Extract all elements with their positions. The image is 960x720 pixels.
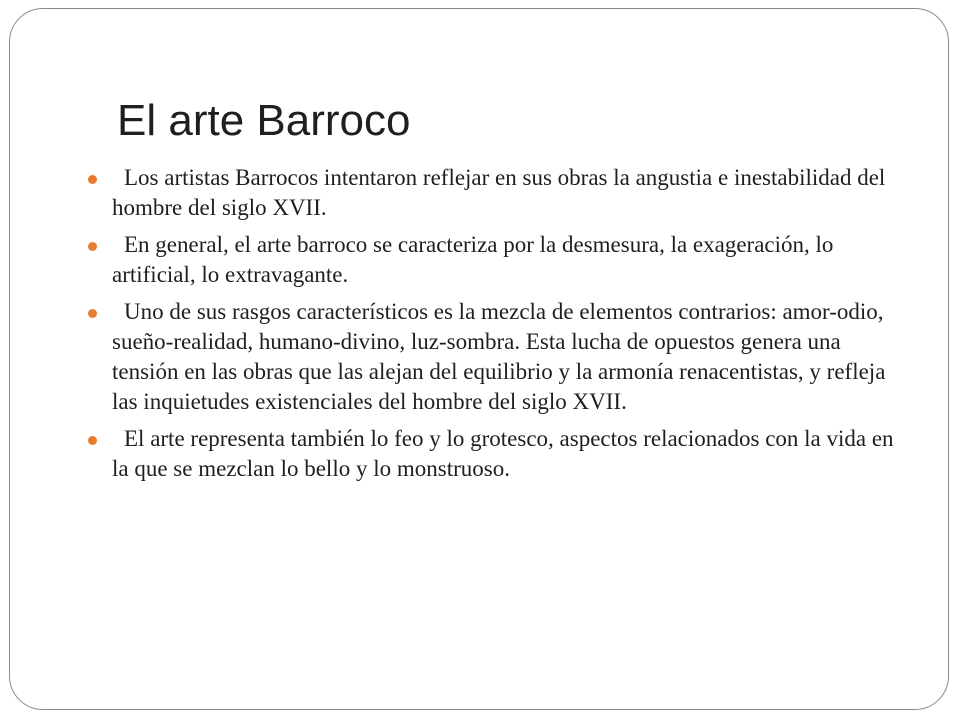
slide-title: El arte Barroco xyxy=(117,96,411,145)
bullet-text: El arte representa también lo feo y lo grotesco, aspectos relacionados con la vida en la que se mezclan lo bello y lo monstruoso. xyxy=(112,426,894,481)
bullet-item xyxy=(112,297,912,417)
bullet-dot-icon xyxy=(88,436,97,445)
bullet-text: En general, el arte barroco se caracteriza por la desmesura, la exageración, lo artificial, lo extravagante. xyxy=(112,232,834,287)
bullet-text: Uno de sus rasgos característicos es la mezcla de elementos contrarios: amor-odio, sueño-realidad, humano-divino, luz-sombra. Esta lucha de opuestos genera una tensión en las obras que las alejan del equilibrio y la armonía renacentistas, y refleja las inquietudes existenciales del hombre del siglo XVII. xyxy=(112,299,886,414)
bullet-list xyxy=(112,163,912,491)
bullet-dot-icon xyxy=(88,309,97,318)
bullet-dot-icon xyxy=(88,242,97,251)
slide xyxy=(9,8,949,710)
bullet-text: Los artistas Barrocos intentaron reflejar en sus obras la angustia e inestabilidad del hombre del siglo XVII. xyxy=(112,165,886,220)
bullet-item xyxy=(112,163,912,223)
bullet-dot-icon xyxy=(88,175,97,184)
bullet-item xyxy=(112,230,912,290)
bullet-item xyxy=(112,424,912,484)
